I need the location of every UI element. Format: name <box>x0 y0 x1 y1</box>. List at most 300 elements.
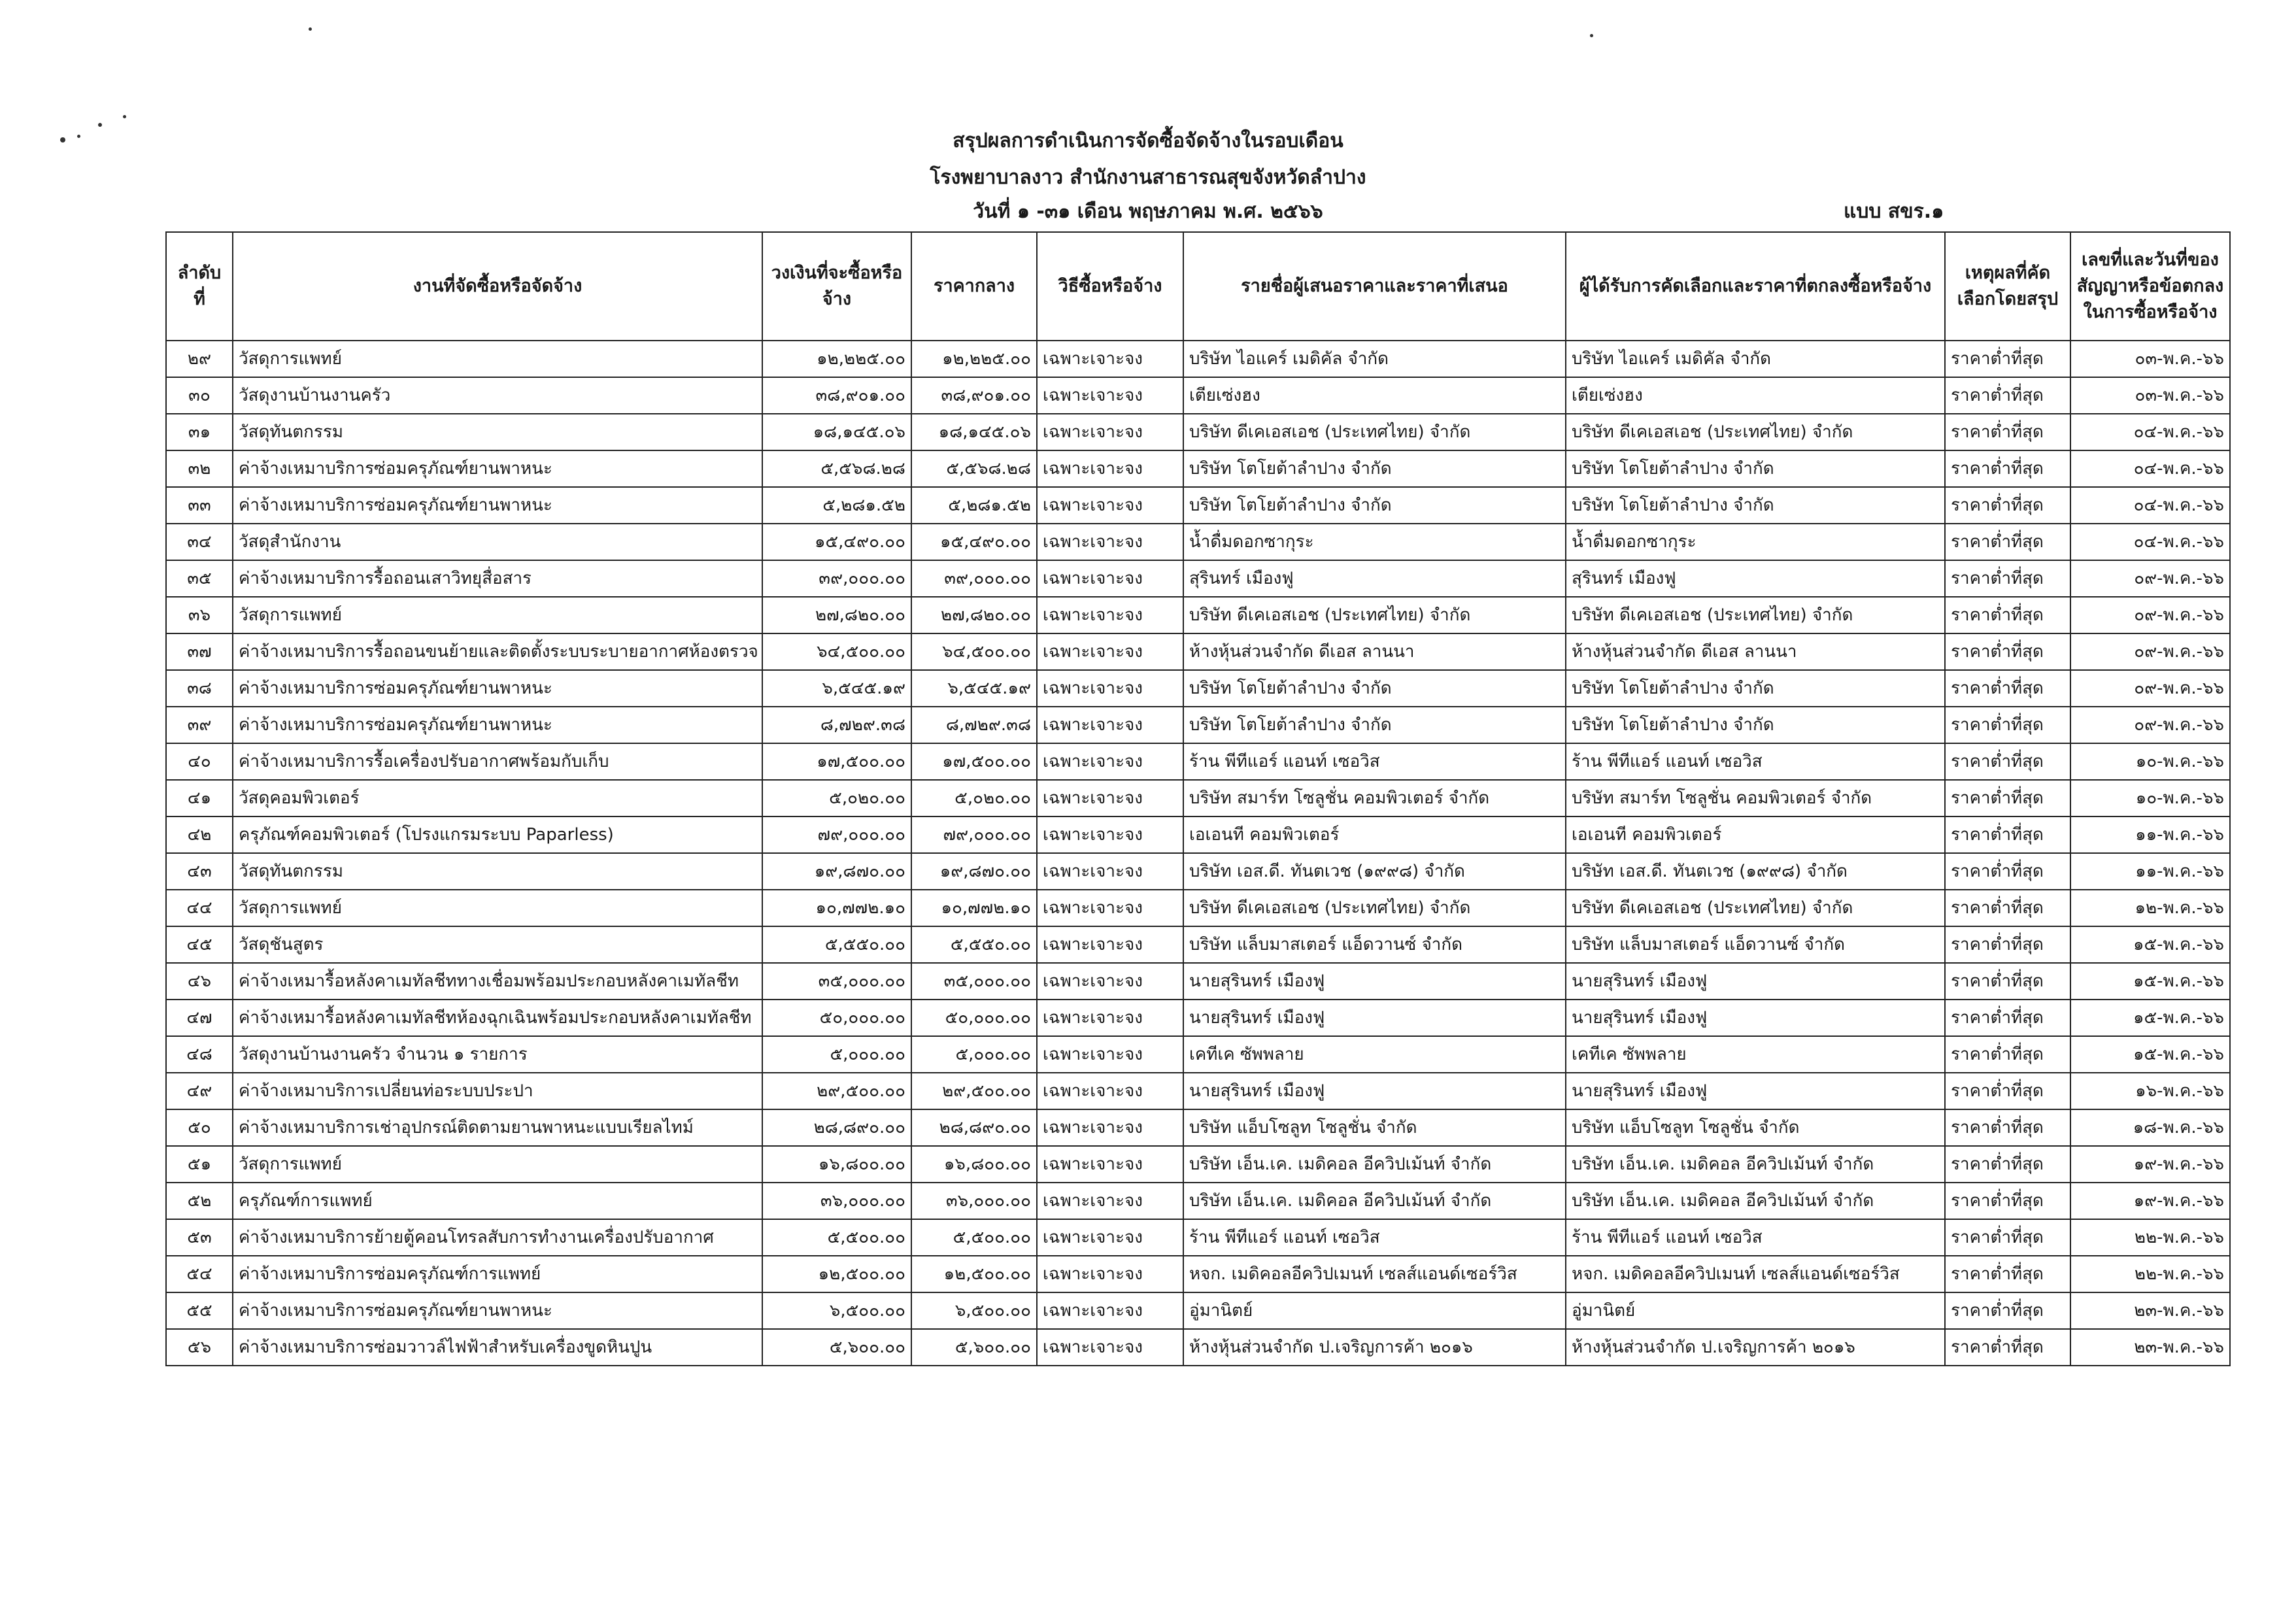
cell-median: ๕,๒๘๑.๕๒ <box>911 487 1037 524</box>
cell-bidders: บริษัท ดีเคเอสเอช (ประเทศไทย) จำกัด <box>1183 890 1566 926</box>
col-header-method: วิธีซื้อหรือจ้าง <box>1037 232 1183 341</box>
cell-reason: ราคาต่ำที่สุด <box>1945 926 2070 963</box>
cell-method: เฉพาะเจาะจง <box>1037 633 1183 670</box>
cell-work: ค่าจ้างเหมาบริการซ่อมครุภัณฑ์ยานพาหนะ <box>233 707 762 743</box>
cell-reason: ราคาต่ำที่สุด <box>1945 853 2070 890</box>
cell-bidders: นายสุรินทร์ เมืองฟู <box>1183 963 1566 1000</box>
cell-reason: ราคาต่ำที่สุด <box>1945 816 2070 853</box>
cell-selected: บริษัท โตโยต้าลำปาง จำกัด <box>1566 450 1945 487</box>
cell-contract: ๐๔-พ.ค.-๖๖ <box>2070 450 2230 487</box>
cell-budget: ๘,๗๒๙.๓๘ <box>762 707 911 743</box>
scan-speck <box>1590 34 1593 37</box>
cell-work: วัสดุการแพทย์ <box>233 597 762 633</box>
cell-work: ค่าจ้างเหมารื้อหลังคาเมทัลชีททางเชื่อมพร้อมประกอบหลังคาเมทัลชีท <box>233 963 762 1000</box>
cell-selected: ร้าน พีทีแอร์ แอนท์ เซอวิส <box>1566 1219 1945 1256</box>
cell-bidders: สุรินทร์ เมืองฟู <box>1183 560 1566 597</box>
cell-no: ๕๐ <box>166 1109 233 1146</box>
cell-median: ๓๖,๐๐๐.๐๐ <box>911 1183 1037 1219</box>
cell-bidders: บริษัท ดีเคเอสเอช (ประเทศไทย) จำกัด <box>1183 597 1566 633</box>
cell-no: ๕๒ <box>166 1183 233 1219</box>
table-body <box>166 341 2230 1366</box>
cell-budget: ๕,๖๐๐.๐๐ <box>762 1329 911 1366</box>
cell-contract: ๐๔-พ.ค.-๖๖ <box>2070 524 2230 560</box>
cell-selected: ห้างหุ้นส่วนจำกัด ป.เจริญการค้า ๒๐๑๖ <box>1566 1329 1945 1366</box>
cell-reason: ราคาต่ำที่สุด <box>1945 780 2070 816</box>
cell-bidders: บริษัท โตโยต้าลำปาง จำกัด <box>1183 670 1566 707</box>
table-row <box>166 450 2230 487</box>
cell-no: ๓๑ <box>166 414 233 450</box>
cell-selected: บริษัท ดีเคเอสเอช (ประเทศไทย) จำกัด <box>1566 414 1945 450</box>
cell-contract: ๒๓-พ.ค.-๖๖ <box>2070 1329 2230 1366</box>
cell-median: ๕,๖๐๐.๐๐ <box>911 1329 1037 1366</box>
cell-budget: ๕,๐๒๐.๐๐ <box>762 780 911 816</box>
cell-budget: ๕,๕๐๐.๐๐ <box>762 1219 911 1256</box>
cell-selected: เอเอนที คอมพิวเตอร์ <box>1566 816 1945 853</box>
cell-reason: ราคาต่ำที่สุด <box>1945 1256 2070 1292</box>
scan-speck <box>309 27 312 31</box>
cell-contract: ๐๔-พ.ค.-๖๖ <box>2070 414 2230 450</box>
cell-no: ๔๙ <box>166 1073 233 1109</box>
cell-work: ครุภัณฑ์การแพทย์ <box>233 1183 762 1219</box>
cell-median: ๑๖,๘๐๐.๐๐ <box>911 1146 1037 1183</box>
cell-method: เฉพาะเจาะจง <box>1037 1183 1183 1219</box>
cell-contract: ๑๕-พ.ค.-๖๖ <box>2070 926 2230 963</box>
cell-budget: ๑๒,๒๒๕.๐๐ <box>762 341 911 377</box>
table-row <box>166 853 2230 890</box>
cell-selected: บริษัท แล็บมาสเตอร์ แอ็ดวานซ์ จำกัด <box>1566 926 1945 963</box>
cell-no: ๓๗ <box>166 633 233 670</box>
table-row <box>166 487 2230 524</box>
cell-reason: ราคาต่ำที่สุด <box>1945 1036 2070 1073</box>
cell-reason: ราคาต่ำที่สุด <box>1945 414 2070 450</box>
cell-budget: ๖,๕๐๐.๐๐ <box>762 1292 911 1329</box>
cell-median: ๕,๕๕๐.๐๐ <box>911 926 1037 963</box>
cell-median: ๘,๗๒๙.๓๘ <box>911 707 1037 743</box>
cell-budget: ๒๘,๘๙๐.๐๐ <box>762 1109 911 1146</box>
cell-work: วัสดุคอมพิวเตอร์ <box>233 780 762 816</box>
cell-median: ๕,๕๖๘.๒๘ <box>911 450 1037 487</box>
cell-no: ๔๒ <box>166 816 233 853</box>
col-header-no: ลำดับที่ <box>166 232 233 341</box>
cell-method: เฉพาะเจาะจง <box>1037 670 1183 707</box>
cell-no: ๕๕ <box>166 1292 233 1329</box>
procurement-table <box>165 231 2231 1366</box>
cell-bidders: เตียเซ่งฮง <box>1183 377 1566 414</box>
table-row <box>166 963 2230 1000</box>
cell-selected: นายสุรินทร์ เมืองฟู <box>1566 1000 1945 1036</box>
table-row <box>166 1292 2230 1329</box>
cell-budget: ๕,๕๖๘.๒๘ <box>762 450 911 487</box>
cell-bidders: บริษัท เอส.ดี. ทันตเวช (๑๙๙๘) จำกัด <box>1183 853 1566 890</box>
cell-selected: บริษัท โตโยต้าลำปาง จำกัด <box>1566 670 1945 707</box>
cell-work: วัสดุทันตกรรม <box>233 414 762 450</box>
table-row <box>166 1109 2230 1146</box>
scan-speck <box>123 115 126 118</box>
cell-work: ค่าจ้างเหมาบริการซ่อมครุภัณฑ์ยานพาหนะ <box>233 1292 762 1329</box>
col-header-reason: เหตุผลที่คัดเลือกโดยสรุป <box>1945 232 2070 341</box>
cell-work: วัสดุชันสูตร <box>233 926 762 963</box>
cell-contract: ๑๑-พ.ค.-๖๖ <box>2070 816 2230 853</box>
cell-bidders: บริษัท แอ็บโซลูท โซลูชั่น จำกัด <box>1183 1109 1566 1146</box>
cell-method: เฉพาะเจาะจง <box>1037 524 1183 560</box>
cell-bidders: ห้างหุ้นส่วนจำกัด ป.เจริญการค้า ๒๐๑๖ <box>1183 1329 1566 1366</box>
cell-budget: ๑๗,๕๐๐.๐๐ <box>762 743 911 780</box>
cell-no: ๔๓ <box>166 853 233 890</box>
cell-contract: ๐๓-พ.ค.-๖๖ <box>2070 377 2230 414</box>
cell-budget: ๓๙,๐๐๐.๐๐ <box>762 560 911 597</box>
cell-selected: ร้าน พีทีแอร์ แอนท์ เซอวิส <box>1566 743 1945 780</box>
table-header-row <box>166 232 2230 341</box>
cell-no: ๓๓ <box>166 487 233 524</box>
cell-work: ค่าจ้างเหมาบริการซ่อมครุภัณฑ์ยานพาหนะ <box>233 450 762 487</box>
cell-reason: ราคาต่ำที่สุด <box>1945 707 2070 743</box>
col-header-budget: วงเงินที่จะซื้อหรือจ้าง <box>762 232 911 341</box>
cell-median: ๖๔,๕๐๐.๐๐ <box>911 633 1037 670</box>
cell-budget: ๒๗,๘๒๐.๐๐ <box>762 597 911 633</box>
cell-method: เฉพาะเจาะจง <box>1037 1292 1183 1329</box>
cell-no: ๕๔ <box>166 1256 233 1292</box>
cell-method: เฉพาะเจาะจง <box>1037 1219 1183 1256</box>
cell-work: ค่าจ้างเหมาบริการรื้อถอนขนย้ายและติดตั้งระบบระบายอากาศห้องตรวจ <box>233 633 762 670</box>
cell-bidders: นายสุรินทร์ เมืองฟู <box>1183 1073 1566 1109</box>
cell-no: ๒๙ <box>166 341 233 377</box>
cell-bidders: บริษัท โตโยต้าลำปาง จำกัด <box>1183 707 1566 743</box>
cell-selected: บริษัท ดีเคเอสเอช (ประเทศไทย) จำกัด <box>1566 890 1945 926</box>
cell-budget: ๓๘,๙๐๑.๐๐ <box>762 377 911 414</box>
table-row <box>166 670 2230 707</box>
cell-no: ๓๔ <box>166 524 233 560</box>
cell-bidders: บริษัท ดีเคเอสเอช (ประเทศไทย) จำกัด <box>1183 414 1566 450</box>
cell-median: ๓๘,๙๐๑.๐๐ <box>911 377 1037 414</box>
cell-contract: ๑๖-พ.ค.-๖๖ <box>2070 1073 2230 1109</box>
cell-contract: ๑๕-พ.ค.-๖๖ <box>2070 1036 2230 1073</box>
document-header <box>0 123 2296 196</box>
cell-no: ๔๖ <box>166 963 233 1000</box>
table-row <box>166 1219 2230 1256</box>
cell-reason: ราคาต่ำที่สุด <box>1945 670 2070 707</box>
cell-median: ๗๙,๐๐๐.๐๐ <box>911 816 1037 853</box>
cell-reason: ราคาต่ำที่สุด <box>1945 341 2070 377</box>
cell-median: ๑๘,๑๔๕.๐๖ <box>911 414 1037 450</box>
cell-budget: ๖,๕๔๕.๑๙ <box>762 670 911 707</box>
table-row <box>166 1146 2230 1183</box>
table-row <box>166 341 2230 377</box>
cell-median: ๑๙,๘๗๐.๐๐ <box>911 853 1037 890</box>
cell-no: ๔๔ <box>166 890 233 926</box>
table-row <box>166 1000 2230 1036</box>
cell-contract: ๑๒-พ.ค.-๖๖ <box>2070 890 2230 926</box>
cell-method: เฉพาะเจาะจง <box>1037 414 1183 450</box>
cell-bidders: บริษัท สมาร์ท โซลูชั่น คอมพิวเตอร์ จำกัด <box>1183 780 1566 816</box>
cell-no: ๔๗ <box>166 1000 233 1036</box>
cell-reason: ราคาต่ำที่สุด <box>1945 890 2070 926</box>
cell-work: วัสดุสำนักงาน <box>233 524 762 560</box>
cell-selected: ห้างหุ้นส่วนจำกัด ดีเอส ลานนา <box>1566 633 1945 670</box>
cell-contract: ๐๙-พ.ค.-๖๖ <box>2070 633 2230 670</box>
cell-median: ๒๙,๕๐๐.๐๐ <box>911 1073 1037 1109</box>
col-header-median: ราคากลาง <box>911 232 1037 341</box>
cell-reason: ราคาต่ำที่สุด <box>1945 1146 2070 1183</box>
col-header-bidders: รายชื่อผู้เสนอราคาและราคาที่เสนอ <box>1183 232 1566 341</box>
table-row <box>166 780 2230 816</box>
cell-reason: ราคาต่ำที่สุด <box>1945 743 2070 780</box>
cell-method: เฉพาะเจาะจง <box>1037 1073 1183 1109</box>
cell-selected: น้ำดื่มดอกซากุระ <box>1566 524 1945 560</box>
cell-no: ๔๐ <box>166 743 233 780</box>
cell-median: ๒๗,๘๒๐.๐๐ <box>911 597 1037 633</box>
cell-work: ค่าจ้างเหมาบริการซ่อมครุภัณฑ์การแพทย์ <box>233 1256 762 1292</box>
cell-no: ๕๖ <box>166 1329 233 1366</box>
col-header-contract: เลขที่และวันที่ของสัญญาหรือข้อตกลงในการซื้อหรือจ้าง <box>2070 232 2230 341</box>
cell-median: ๓๙,๐๐๐.๐๐ <box>911 560 1037 597</box>
cell-work: วัสดุการแพทย์ <box>233 341 762 377</box>
cell-no: ๓๙ <box>166 707 233 743</box>
cell-reason: ราคาต่ำที่สุด <box>1945 1329 2070 1366</box>
cell-selected: บริษัท โตโยต้าลำปาง จำกัด <box>1566 487 1945 524</box>
cell-median: ๒๘,๘๙๐.๐๐ <box>911 1109 1037 1146</box>
cell-work: วัสดุงานบ้านงานครัว <box>233 377 762 414</box>
table-row <box>166 926 2230 963</box>
cell-contract: ๑๙-พ.ค.-๖๖ <box>2070 1146 2230 1183</box>
cell-no: ๓๖ <box>166 597 233 633</box>
cell-selected: บริษัท โตโยต้าลำปาง จำกัด <box>1566 707 1945 743</box>
cell-work: ค่าจ้างเหมาบริการเปลี่ยนท่อระบบประปา <box>233 1073 762 1109</box>
cell-work: วัสดุทันตกรรม <box>233 853 762 890</box>
cell-budget: ๓๖,๐๐๐.๐๐ <box>762 1183 911 1219</box>
cell-budget: ๓๕,๐๐๐.๐๐ <box>762 963 911 1000</box>
cell-selected: หจก. เมดิคอลอีควิปเมนท์ เซลส์แอนด์เซอร์วิส <box>1566 1256 1945 1292</box>
cell-reason: ราคาต่ำที่สุด <box>1945 1292 2070 1329</box>
cell-method: เฉพาะเจาะจง <box>1037 487 1183 524</box>
cell-median: ๑๕,๔๙๐.๐๐ <box>911 524 1037 560</box>
cell-bidders: นายสุรินทร์ เมืองฟู <box>1183 1000 1566 1036</box>
document-title: สรุปผลการดำเนินการจัดซื้อจัดจ้างในรอบเดือน <box>953 129 1343 152</box>
cell-contract: ๒๒-พ.ค.-๖๖ <box>2070 1219 2230 1256</box>
cell-contract: ๐๙-พ.ค.-๖๖ <box>2070 560 2230 597</box>
cell-no: ๕๑ <box>166 1146 233 1183</box>
cell-no: ๓๘ <box>166 670 233 707</box>
cell-reason: ราคาต่ำที่สุด <box>1945 963 2070 1000</box>
cell-budget: ๕๐,๐๐๐.๐๐ <box>762 1000 911 1036</box>
cell-method: เฉพาะเจาะจง <box>1037 780 1183 816</box>
cell-median: ๖,๕๔๕.๑๙ <box>911 670 1037 707</box>
cell-reason: ราคาต่ำที่สุด <box>1945 1219 2070 1256</box>
cell-budget: ๑๐,๗๗๒.๑๐ <box>762 890 911 926</box>
table-row <box>166 1036 2230 1073</box>
cell-contract: ๐๙-พ.ค.-๖๖ <box>2070 670 2230 707</box>
table-row <box>166 1183 2230 1219</box>
cell-work: ค่าจ้างเหมาบริการซ่อมวาวล์ไฟฟ้าสำหรับเครื่องขูดหินปูน <box>233 1329 762 1366</box>
cell-budget: ๑๙,๘๗๐.๐๐ <box>762 853 911 890</box>
cell-budget: ๑๖,๘๐๐.๐๐ <box>762 1146 911 1183</box>
cell-selected: เคทีเค ซัพพลาย <box>1566 1036 1945 1073</box>
cell-no: ๔๘ <box>166 1036 233 1073</box>
cell-contract: ๑๐-พ.ค.-๖๖ <box>2070 780 2230 816</box>
table-row <box>166 377 2230 414</box>
cell-budget: ๒๙,๕๐๐.๐๐ <box>762 1073 911 1109</box>
cell-bidders: ร้าน พีทีแอร์ แอนท์ เซอวิส <box>1183 743 1566 780</box>
cell-bidders: บริษัท ไอแคร์ เมดิคัล จำกัด <box>1183 341 1566 377</box>
cell-median: ๕,๕๐๐.๐๐ <box>911 1219 1037 1256</box>
cell-work: ค่าจ้างเหมาบริการซ่อมครุภัณฑ์ยานพาหนะ <box>233 487 762 524</box>
cell-work: วัสดุงานบ้านงานครัว จำนวน ๑ รายการ <box>233 1036 762 1073</box>
cell-reason: ราคาต่ำที่สุด <box>1945 633 2070 670</box>
cell-method: เฉพาะเจาะจง <box>1037 597 1183 633</box>
date-range <box>0 196 2296 227</box>
cell-contract: ๑๐-พ.ค.-๖๖ <box>2070 743 2230 780</box>
cell-bidders: หจก. เมดิคอลอีควิปเมนท์ เซลส์แอนด์เซอร์วิส <box>1183 1256 1566 1292</box>
date-range-text: วันที่ ๑ -๓๑ เดือน พฤษภาคม พ.ศ. ๒๕๖๖ <box>973 200 1323 223</box>
cell-work: ค่าจ้างเหมาบริการรื้อถอนเสาวิทยุสื่อสาร <box>233 560 762 597</box>
cell-selected: อู่มานิตย์ <box>1566 1292 1945 1329</box>
cell-selected: นายสุรินทร์ เมืองฟู <box>1566 963 1945 1000</box>
cell-median: ๖,๕๐๐.๐๐ <box>911 1292 1037 1329</box>
table-row <box>166 560 2230 597</box>
cell-selected: บริษัท เอ็น.เค. เมดิคอล อีควิปเม้นท์ จำกัด <box>1566 1146 1945 1183</box>
cell-contract: ๐๙-พ.ค.-๖๖ <box>2070 597 2230 633</box>
col-header-selected: ผู้ได้รับการคัดเลือกและราคาที่ตกลงซื้อหรือจ้าง <box>1566 232 1945 341</box>
cell-bidders: ร้าน พีทีแอร์ แอนท์ เซอวิส <box>1183 1219 1566 1256</box>
cell-method: เฉพาะเจาะจง <box>1037 1256 1183 1292</box>
col-header-work: งานที่จัดซื้อหรือจัดจ้าง <box>233 232 762 341</box>
table-row <box>166 597 2230 633</box>
table-row <box>166 1073 2230 1109</box>
cell-method: เฉพาะเจาะจง <box>1037 1036 1183 1073</box>
table-row <box>166 633 2230 670</box>
cell-reason: ราคาต่ำที่สุด <box>1945 524 2070 560</box>
cell-bidders: บริษัท โตโยต้าลำปาง จำกัด <box>1183 450 1566 487</box>
cell-method: เฉพาะเจาะจง <box>1037 1109 1183 1146</box>
cell-budget: ๕,๐๐๐.๐๐ <box>762 1036 911 1073</box>
cell-contract: ๒๓-พ.ค.-๖๖ <box>2070 1292 2230 1329</box>
cell-reason: ราคาต่ำที่สุด <box>1945 1183 2070 1219</box>
cell-reason: ราคาต่ำที่สุด <box>1945 487 2070 524</box>
cell-contract: ๐๔-พ.ค.-๖๖ <box>2070 487 2230 524</box>
cell-budget: ๑๕,๔๙๐.๐๐ <box>762 524 911 560</box>
form-code: แบบ สขร.๑ <box>1844 200 1944 223</box>
cell-method: เฉพาะเจาะจง <box>1037 1329 1183 1366</box>
cell-work: วัสดุการแพทย์ <box>233 1146 762 1183</box>
cell-work: ค่าจ้างเหมาบริการเช่าอุปกรณ์ติดตามยานพาหนะแบบเรียลไทม์ <box>233 1109 762 1146</box>
cell-budget: ๑๒,๕๐๐.๐๐ <box>762 1256 911 1292</box>
cell-contract: ๑๕-พ.ค.-๖๖ <box>2070 963 2230 1000</box>
cell-no: ๓๒ <box>166 450 233 487</box>
cell-work: ครุภัณฑ์คอมพิวเตอร์ (โปรงแกรมระบบ Paparless) <box>233 816 762 853</box>
cell-work: ค่าจ้างเหมาบริการรื้อเครื่องปรับอากาศพร้อมกับเก็บ <box>233 743 762 780</box>
cell-selected: สุรินทร์ เมืองฟู <box>1566 560 1945 597</box>
cell-selected: บริษัท แอ็บโซลูท โซลูชั่น จำกัด <box>1566 1109 1945 1146</box>
table-row <box>166 890 2230 926</box>
cell-budget: ๑๘,๑๔๕.๐๖ <box>762 414 911 450</box>
cell-selected: บริษัท เอส.ดี. ทันตเวช (๑๙๙๘) จำกัด <box>1566 853 1945 890</box>
cell-median: ๑๐,๗๗๒.๑๐ <box>911 890 1037 926</box>
cell-no: ๓๐ <box>166 377 233 414</box>
cell-method: เฉพาะเจาะจง <box>1037 890 1183 926</box>
cell-bidders: ห้างหุ้นส่วนจำกัด ดีเอส ลานนา <box>1183 633 1566 670</box>
cell-contract: ๑๙-พ.ค.-๖๖ <box>2070 1183 2230 1219</box>
table-row <box>166 743 2230 780</box>
cell-bidders: บริษัท แล็บมาสเตอร์ แอ็ดวานซ์ จำกัด <box>1183 926 1566 963</box>
cell-method: เฉพาะเจาะจง <box>1037 926 1183 963</box>
table-row <box>166 524 2230 560</box>
cell-bidders: บริษัท เอ็น.เค. เมดิคอล อีควิปเม้นท์ จำกัด <box>1183 1146 1566 1183</box>
table-row <box>166 1256 2230 1292</box>
cell-median: ๓๕,๐๐๐.๐๐ <box>911 963 1037 1000</box>
cell-method: เฉพาะเจาะจง <box>1037 963 1183 1000</box>
cell-method: เฉพาะเจาะจง <box>1037 377 1183 414</box>
cell-median: ๕๐,๐๐๐.๐๐ <box>911 1000 1037 1036</box>
cell-budget: ๖๔,๕๐๐.๐๐ <box>762 633 911 670</box>
cell-bidders: เคทีเค ซัพพลาย <box>1183 1036 1566 1073</box>
cell-bidders: อู่มานิตย์ <box>1183 1292 1566 1329</box>
cell-method: เฉพาะเจาะจง <box>1037 853 1183 890</box>
cell-method: เฉพาะเจาะจง <box>1037 560 1183 597</box>
cell-work: ค่าจ้างเหมาบริการซ่อมครุภัณฑ์ยานพาหนะ <box>233 670 762 707</box>
table-row <box>166 816 2230 853</box>
cell-budget: ๕,๒๘๑.๕๒ <box>762 487 911 524</box>
cell-median: ๑๒,๒๒๕.๐๐ <box>911 341 1037 377</box>
cell-reason: ราคาต่ำที่สุด <box>1945 560 2070 597</box>
cell-work: วัสดุการแพทย์ <box>233 890 762 926</box>
cell-budget: ๗๙,๐๐๐.๐๐ <box>762 816 911 853</box>
cell-no: ๓๕ <box>166 560 233 597</box>
cell-method: เฉพาะเจาะจง <box>1037 341 1183 377</box>
cell-method: เฉพาะเจาะจง <box>1037 816 1183 853</box>
cell-reason: ราคาต่ำที่สุด <box>1945 1073 2070 1109</box>
cell-method: เฉพาะเจาะจง <box>1037 743 1183 780</box>
cell-no: ๔๑ <box>166 780 233 816</box>
cell-reason: ราคาต่ำที่สุด <box>1945 1109 2070 1146</box>
cell-contract: ๑๑-พ.ค.-๖๖ <box>2070 853 2230 890</box>
cell-contract: ๑๕-พ.ค.-๖๖ <box>2070 1000 2230 1036</box>
cell-method: เฉพาะเจาะจง <box>1037 450 1183 487</box>
cell-contract: ๐๙-พ.ค.-๖๖ <box>2070 707 2230 743</box>
document-subtitle: โรงพยาบาลงาว สำนักงานสาธารณสุขจังหวัดลำปาง <box>930 166 1366 189</box>
cell-contract: ๒๒-พ.ค.-๖๖ <box>2070 1256 2230 1292</box>
cell-reason: ราคาต่ำที่สุด <box>1945 377 2070 414</box>
cell-no: ๕๓ <box>166 1219 233 1256</box>
table-row <box>166 414 2230 450</box>
cell-selected: เตียเซ่งฮง <box>1566 377 1945 414</box>
cell-contract: ๐๓-พ.ค.-๖๖ <box>2070 341 2230 377</box>
cell-bidders: บริษัท โตโยต้าลำปาง จำกัด <box>1183 487 1566 524</box>
cell-bidders: บริษัท เอ็น.เค. เมดิคอล อีควิปเม้นท์ จำกัด <box>1183 1183 1566 1219</box>
cell-bidders: เอเอนที คอมพิวเตอร์ <box>1183 816 1566 853</box>
cell-median: ๑๒,๕๐๐.๐๐ <box>911 1256 1037 1292</box>
cell-reason: ราคาต่ำที่สุด <box>1945 1000 2070 1036</box>
cell-reason: ราคาต่ำที่สุด <box>1945 450 2070 487</box>
cell-reason: ราคาต่ำที่สุด <box>1945 597 2070 633</box>
cell-work: ค่าจ้างเหมารื้อหลังคาเมทัลชีทห้องฉุกเฉินพร้อมประกอบหลังคาเมทัลชีท <box>233 1000 762 1036</box>
cell-method: เฉพาะเจาะจง <box>1037 1000 1183 1036</box>
cell-median: ๕,๐๐๐.๐๐ <box>911 1036 1037 1073</box>
cell-contract: ๑๘-พ.ค.-๖๖ <box>2070 1109 2230 1146</box>
cell-work: ค่าจ้างเหมาบริการย้ายตู้คอนโทรลสับการทำงานเครื่องปรับอากาศ <box>233 1219 762 1256</box>
cell-budget: ๕,๕๕๐.๐๐ <box>762 926 911 963</box>
cell-selected: บริษัท ไอแคร์ เมดิคัล จำกัด <box>1566 341 1945 377</box>
cell-method: เฉพาะเจาะจง <box>1037 1146 1183 1183</box>
cell-median: ๑๗,๕๐๐.๐๐ <box>911 743 1037 780</box>
table-row <box>166 707 2230 743</box>
cell-median: ๕,๐๒๐.๐๐ <box>911 780 1037 816</box>
cell-method: เฉพาะเจาะจง <box>1037 707 1183 743</box>
cell-selected: นายสุรินทร์ เมืองฟู <box>1566 1073 1945 1109</box>
table-row <box>166 1329 2230 1366</box>
cell-selected: บริษัท ดีเคเอสเอช (ประเทศไทย) จำกัด <box>1566 597 1945 633</box>
cell-selected: บริษัท เอ็น.เค. เมดิคอล อีควิปเม้นท์ จำกัด <box>1566 1183 1945 1219</box>
cell-selected: บริษัท สมาร์ท โซลูชั่น คอมพิวเตอร์ จำกัด <box>1566 780 1945 816</box>
cell-bidders: น้ำดื่มดอกซากุระ <box>1183 524 1566 560</box>
